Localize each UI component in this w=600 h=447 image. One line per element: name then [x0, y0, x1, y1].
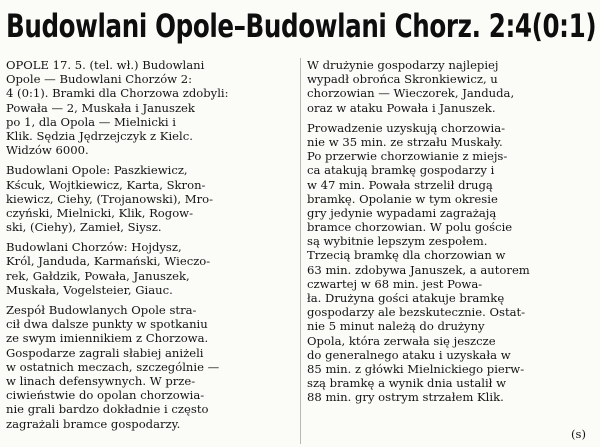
text-line: nie grali bardzo dokładnie i często	[6, 402, 209, 417]
text-line: ciwieństwie do opolan chorzowia-	[6, 388, 205, 403]
article-paragraph	[6, 163, 296, 234]
text-line: czwartej w 68 min. jest Powa-	[307, 276, 483, 291]
text-line: W drużynie gospodarzy najlepiej	[307, 58, 499, 72]
text-line: czyński, Mielnicki, Klik, Rogow-	[6, 205, 194, 220]
text-line: OPOLE 17. 5. (tel. wł.) Budowlani	[6, 58, 205, 72]
article-paragraph	[307, 121, 597, 405]
text-line: gospodarzy ale bezskutecznie. Ostat-	[307, 305, 526, 320]
text-line: Opola, która zerwała się jeszcze	[307, 333, 496, 348]
text-line: rek, Gałdzik, Powała, Januszek,	[6, 268, 190, 283]
text-line: Powała — 2, Muskała i Januszek	[6, 100, 195, 115]
text-line: Opole — Budowlani Chorzów 2:	[6, 72, 193, 87]
text-line: zagrażali bramce gospodarzy.	[6, 416, 181, 431]
text-line: ski, (Ciehy), Zamieł, Siysz.	[6, 220, 162, 235]
text-line: chorzowian — Wieczorek, Janduda,	[307, 86, 515, 101]
text-line: 85 min. z główki Mielnickiego pierw-	[307, 361, 525, 376]
text-line: ze swym imiennikiem z Chorzowa.	[6, 331, 209, 346]
text-line: bramce chorzowian. W polu goście	[307, 220, 513, 235]
left-column	[6, 58, 296, 437]
text-line: nie 5 minut należą do drużyny	[307, 319, 485, 334]
text-line: Prowadzenie uzyskują chorzowia-	[307, 120, 506, 135]
article-paragraph	[6, 240, 296, 297]
text-line: Muskała, Vogelsteier, Giauc.	[6, 282, 173, 297]
article-paragraph	[6, 58, 296, 157]
text-line: bramkę. Opolanie w tym okresie	[307, 191, 498, 206]
text-line: Budowlani Chorzów: Hojdysz,	[6, 240, 182, 255]
text-line: Po przerwie chorzowianie z miejs-	[307, 149, 508, 164]
text-line: ca atakują bramkę gospodarzy i	[307, 163, 495, 178]
text-line: cił dwa dalsze punkty w spotkaniu	[6, 317, 208, 332]
text-line: wypadł obrońca Skronkiewicz, u	[307, 72, 498, 87]
text-line: do generalnego ataku i uzyskała w	[307, 347, 511, 362]
article-paragraph	[307, 58, 597, 115]
text-line: są wybitnie lepszym zespołem.	[307, 234, 488, 249]
column-divider	[300, 58, 301, 444]
text-line: w linach defensywnych. W prze-	[6, 373, 196, 388]
text-line: 88 min. gry ostrym strzałem Klik.	[307, 390, 504, 405]
text-line: 4 (0:1). Bramki dla Chorzowa zdobyli:	[6, 86, 229, 101]
text-line: Trzecią bramkę dla chorzowian w	[307, 248, 506, 263]
text-line: nie w 35 min. ze strzału Muskały.	[307, 134, 503, 149]
text-line: kiewicz, Ciehy, (Trojanowski), Mro-	[6, 191, 214, 206]
text-line: Widzów 6000.	[6, 143, 89, 158]
text-line: szą bramkę a wynik dnia ustalił w	[307, 376, 507, 391]
text-line: Budowlani Opole: Paszkiewicz,	[6, 163, 188, 178]
text-line: Gospodarze zagrali słabiej aniżeli	[6, 345, 204, 360]
article-paragraph	[6, 303, 296, 431]
text-line: gry jedynie wypadami zagrażają	[307, 205, 497, 220]
headline: Budowlani Opole–Budowlani Chorz. 2:4(0:1)	[6, 7, 597, 45]
text-line: 63 min. zdobywa Januszek, a autorem	[307, 262, 530, 277]
text-line: Król, Janduda, Karmański, Wieczo-	[6, 254, 211, 269]
text-line: ła. Drużyna gości atakuje bramkę	[307, 291, 505, 305]
text-line: w 47 min. Powała strzelił drugą	[307, 177, 493, 192]
author-signature: (s)	[571, 427, 586, 441]
text-line: po 1, dla Opola — Mielnicki i	[6, 114, 176, 129]
right-column	[307, 58, 597, 411]
text-line: oraz w ataku Powała i Januszek.	[307, 100, 496, 115]
text-line: Klik. Sędzia Jędrzejczyk z Kielc.	[6, 128, 193, 143]
text-line: Zespół Budowlanych Opole stra-	[6, 303, 197, 317]
text-line: Kścuk, Wojtkiewicz, Karta, Skron-	[6, 177, 206, 192]
text-line: w ostatnich meczach, szczególnie —	[6, 359, 220, 374]
